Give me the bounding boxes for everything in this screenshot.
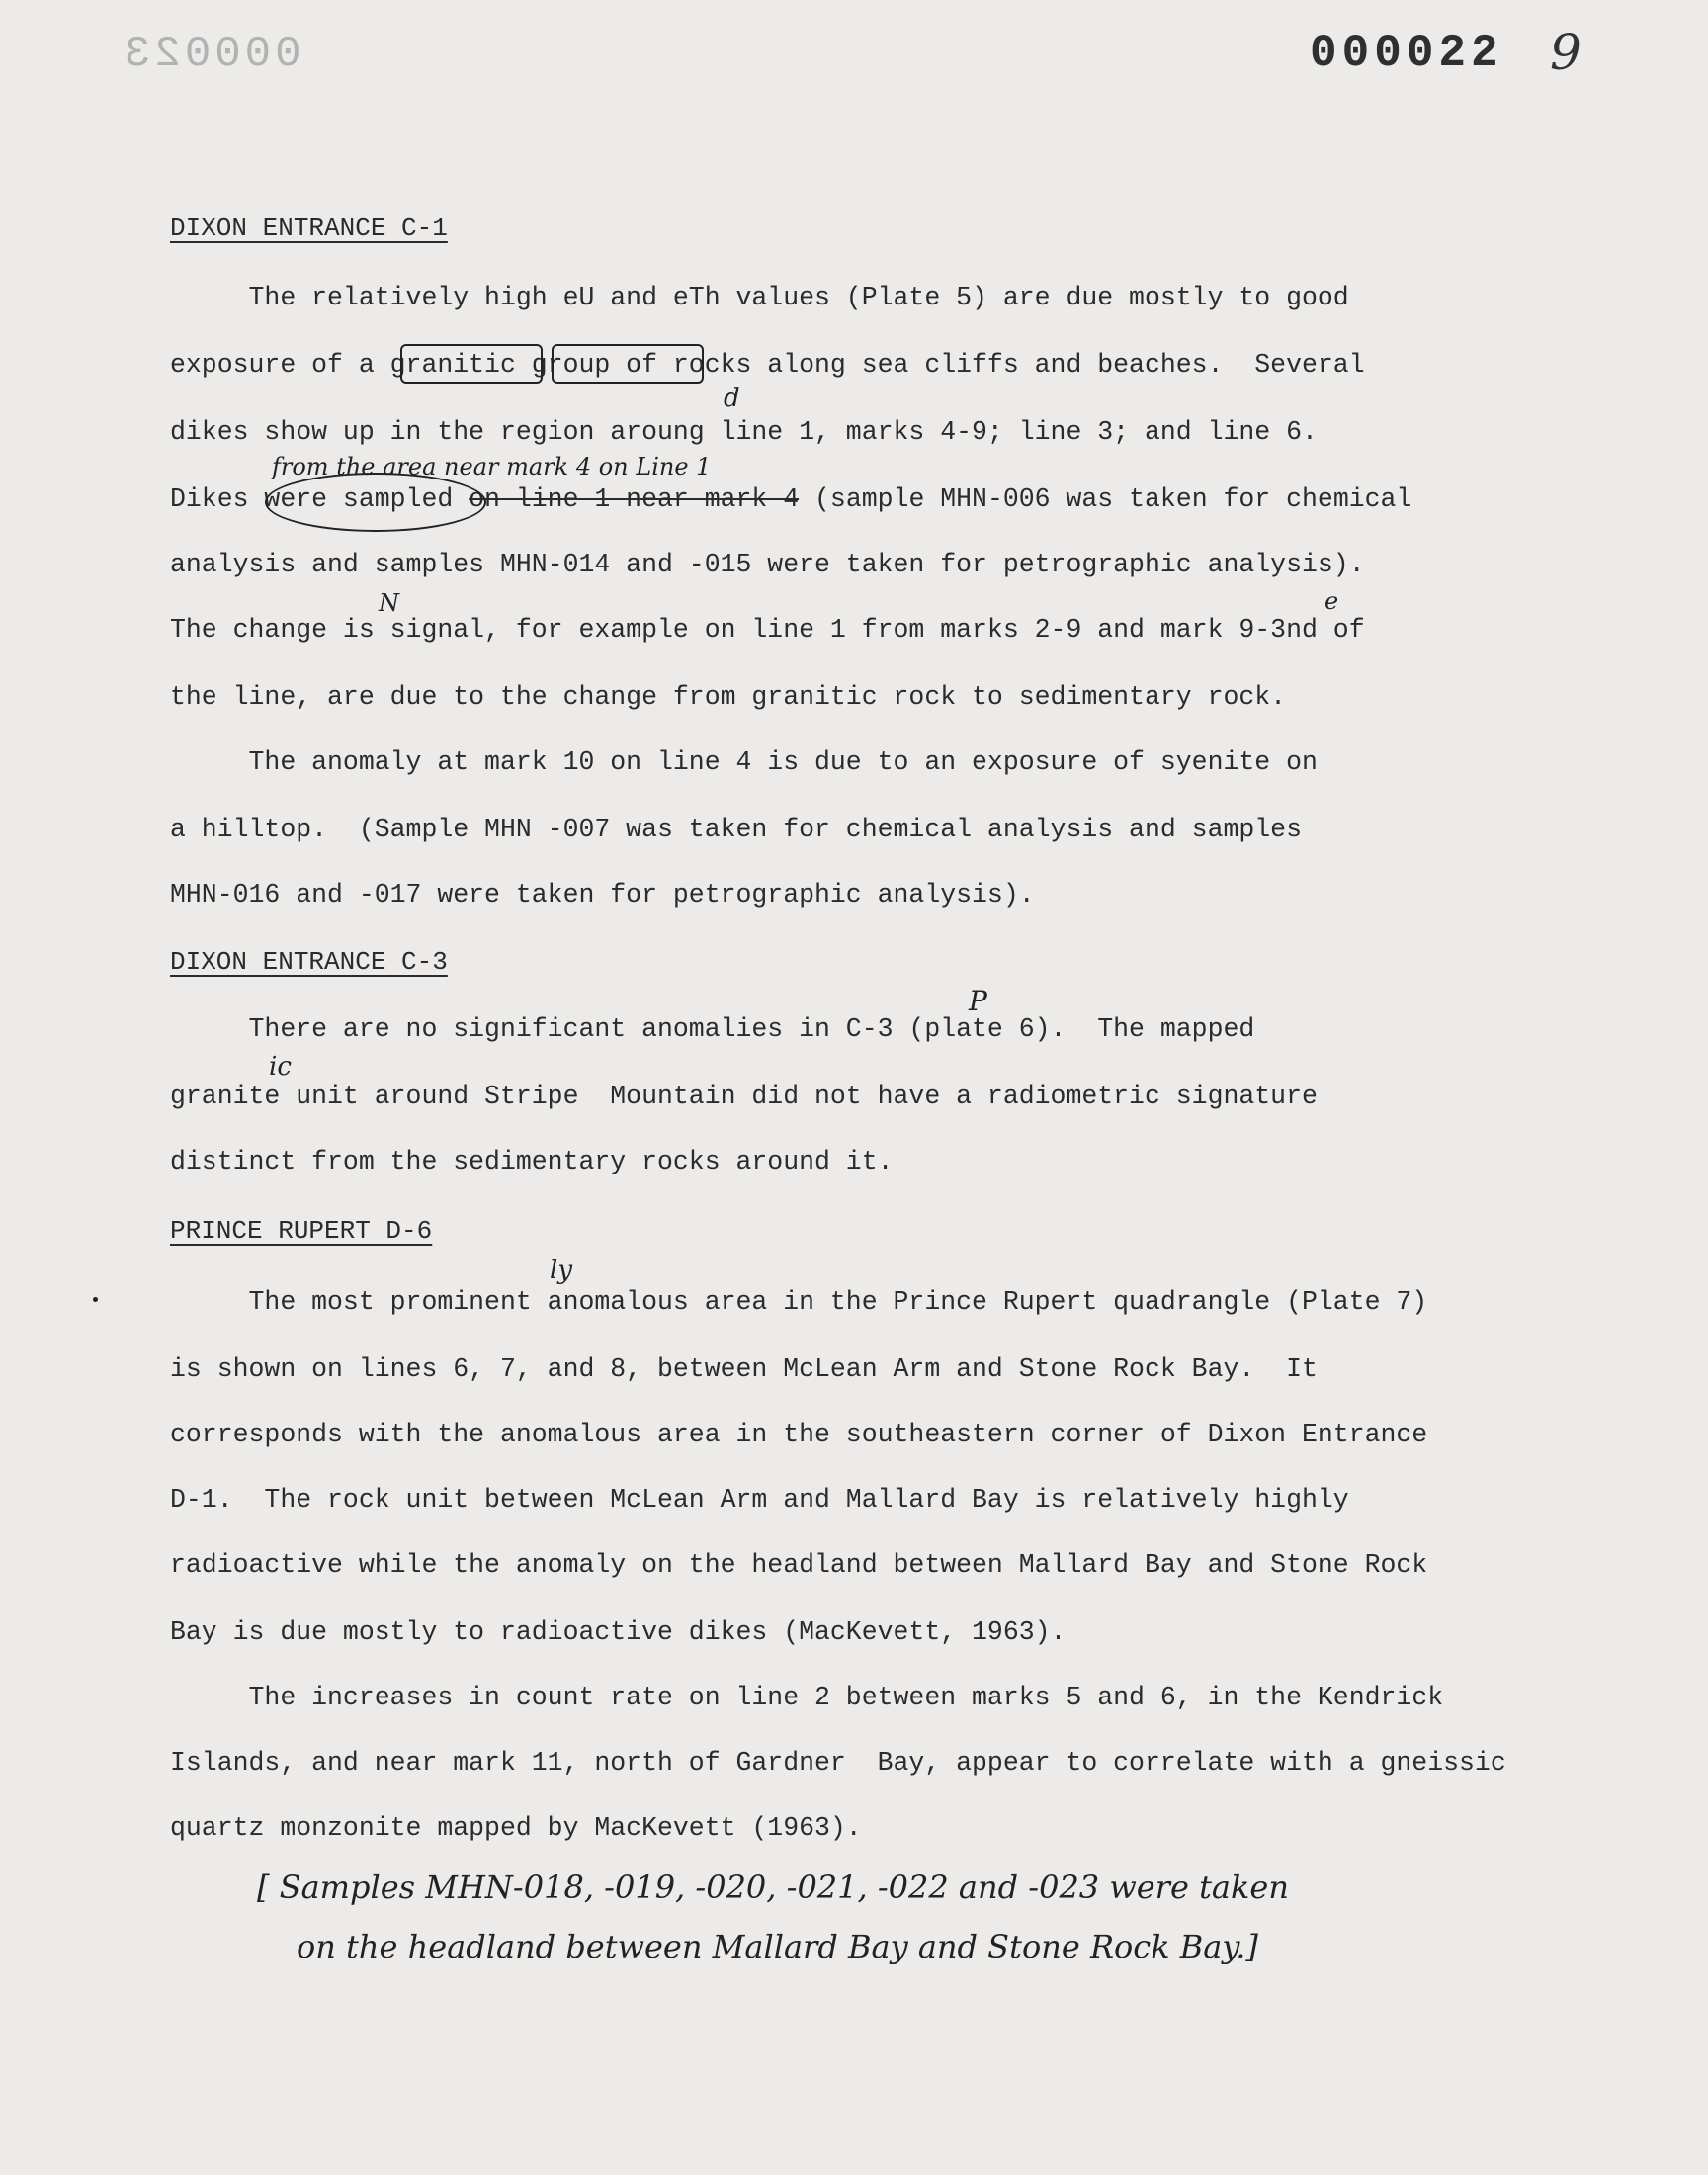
hand-correction-ic: ic [269, 1052, 292, 1082]
granitic-box-mark [400, 344, 543, 384]
margin-dot [93, 1297, 98, 1302]
c3-line-2: granite unit around Stripe Mountain did not have a radiometric signature [170, 1082, 1318, 1111]
d6-line-8: Islands, and near mark 11, north of Gardner Bay, appear to correlate with a gneissic [170, 1748, 1506, 1778]
were-sampled-circle [265, 473, 486, 532]
c3-line-1: There are no significant anomalies in C-3 (plate 6). The mapped [170, 1014, 1255, 1044]
group-of-box-mark [552, 344, 704, 384]
d6-line-9: quartz monzonite mapped by MacKevett (1963). [170, 1813, 862, 1843]
d6-line-5: radioactive while the anomaly on the headland between Mallard Bay and Stone Rock [170, 1550, 1428, 1580]
d6-line-1: The most prominent anomalous area in the Prince Rupert quadrangle (Plate 7) [170, 1287, 1428, 1317]
hand-correction-d: d [724, 384, 740, 413]
c1-line-7: the line, are due to the change from granitic rock to sedimentary rock. [170, 682, 1287, 712]
d6-line-6: Bay is due mostly to radioactive dikes (MacKevett, 1963). [170, 1617, 1067, 1647]
handwritten-page-number: 9 [1550, 24, 1581, 81]
c1-line-1: The relatively high eU and eTh values (Plate 5) are due mostly to good [170, 283, 1349, 312]
c1-line-6: The change is signal, for example on line 1 from marks 2-9 and mark 9-3nd of [170, 615, 1365, 645]
c1-line-10: MHN-016 and -017 were taken for petrographic analysis). [170, 880, 1035, 910]
c1-line-8: The anomaly at mark 10 on line 4 is due to an exposure of syenite on [170, 747, 1318, 777]
hand-correction-e: e [1324, 587, 1339, 615]
d6-line-4: D-1. The rock unit between McLean Arm and Mallard Bay is relatively highly [170, 1485, 1349, 1515]
c1-line-9: a hilltop. (Sample MHN -007 was taken for chemical analysis and samples [170, 815, 1302, 844]
c3-line-3: distinct from the sedimentary rocks around it. [170, 1147, 894, 1176]
c1-line-2: exposure of a granitic group of rocks along sea cliffs and beaches. Several [170, 350, 1365, 380]
heading-dixon-entrance-c3: DIXON ENTRANCE C-3 [170, 947, 448, 977]
c1-line-5: analysis and samples MHN-014 and -015 were taken for petrographic analysis). [170, 550, 1365, 579]
hand-insert-from-area: from the area near mark 4 on Line 1 [272, 453, 712, 480]
c1-line-3: dikes show up in the region aroung line 1, marks 4-9; line 3; and line 6. [170, 417, 1318, 447]
d6-line-3: corresponds with the anomalous area in the southeastern corner of Dixon Entrance [170, 1420, 1428, 1449]
d6-line-2: is shown on lines 6, 7, and 8, between McLean Arm and Stone Rock Bay. It [170, 1354, 1318, 1384]
d6-line-7: The increases in count rate on line 2 between marks 5 and 6, in the Kendrick [170, 1683, 1444, 1712]
handwritten-note-line-2: on the headland between Mallard Bay and Stone Rock Bay.] [297, 1928, 1258, 1965]
mirrored-stamp-number: 000023 [121, 30, 301, 79]
document-stamp-number: 000022 [1310, 28, 1503, 79]
heading-prince-rupert-d6: PRINCE RUPERT D-6 [170, 1216, 433, 1246]
handwritten-note-line-1: [ Samples MHN-018, -019, -020, -021, -022 and -023 were taken [257, 1869, 1289, 1906]
heading-dixon-entrance-c1: DIXON ENTRANCE C-1 [170, 214, 448, 243]
hand-correction-n: N [379, 589, 399, 617]
hand-correction-p: P [969, 985, 987, 1017]
c1-line-4-start: Dikes were sampled [170, 484, 470, 514]
hand-correction-ly: ly [550, 1256, 573, 1285]
struck-text: on line 1 near mark 4 [469, 484, 800, 514]
c1-line-4-rest: (sample MHN-006 was taken for chemical [799, 484, 1412, 514]
